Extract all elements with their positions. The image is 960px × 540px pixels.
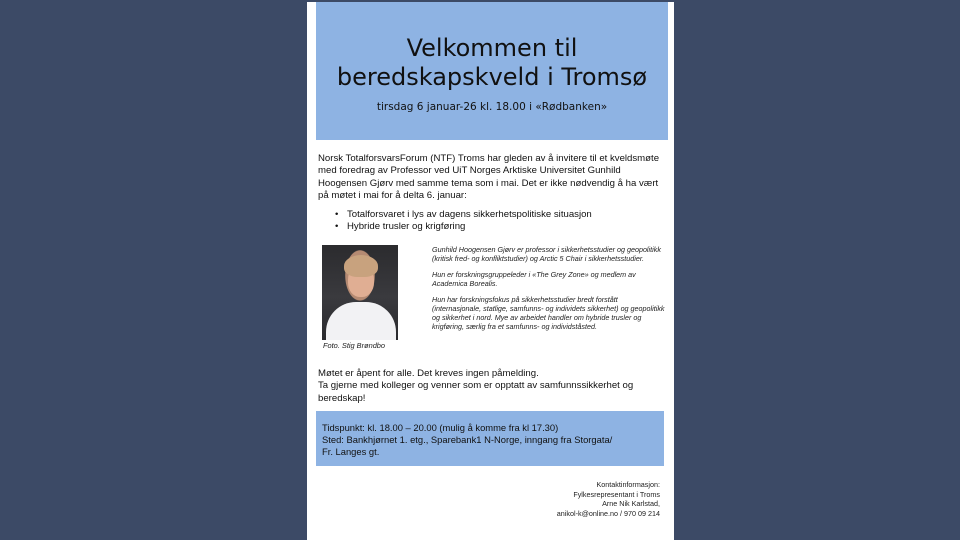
page-title: [316, 34, 668, 92]
invitation-page: [307, 2, 674, 540]
event-date-subtitle: tirsdag 6 januar-26 kl. 18.00 i «Rødbanken»: [376, 101, 608, 113]
intro-paragraph: Norsk TotalforsvarsForum (NTF) Troms har gleden av å invitere til et kveldsmøte med foredrag av Professor ved UiT Norges Arktiske Universitet Gunhild Hoogensen Gjørv med samme tema som i mai. Det er ikke nødvendig å ha vært på møtet i mai for å delta 6. januar:: [318, 153, 660, 202]
contact-role: Fylkesrepresentant i Troms: [573, 489, 660, 499]
open-invitation-text: [318, 368, 668, 405]
contact-details: anikol-k@online.no / 970 09 214: [556, 508, 660, 518]
open-line-1: Møtet er åpent for alle. Det kreves ingen påmelding.: [318, 368, 539, 379]
contact-name: Arne Nik Karlstad,: [602, 499, 660, 508]
photo-hair: [344, 255, 378, 277]
topic-item: • Totalforsvaret i lys av dagens sikkerhetspolitiske situasjon: [335, 209, 665, 221]
speaker-bio: [432, 245, 667, 338]
speaker-photo: [322, 245, 398, 340]
event-time: Tidspunkt: kl. 18.00 – 20.00 (mulig å komme fra kl 17.30): [322, 422, 559, 433]
topic-list: [335, 209, 665, 234]
event-place-line-1: Sted: Bankhjørnet 1. etg., Sparebank1 N-Norge, inngang fra Storgata/: [322, 434, 613, 446]
header-banner: [316, 2, 668, 140]
photo-caption: Foto. Stig Brøndbo: [323, 341, 386, 350]
bio-paragraph: Hun er forskningsgruppeleder i «The Grey Zone» og medlem av Academica Borealis.: [432, 269, 636, 289]
open-line-2: Ta gjerne med kolleger og venner som er opptatt av samfunnssikkerhet og beredskap!: [318, 380, 634, 404]
photo-shirt: [326, 302, 396, 340]
title-line-1: Velkommen til: [406, 34, 578, 62]
bio-paragraph: Hun har forskningsfokus på sikkerhetsstudier bredt forstått (internasjonale, statlige, samfunns- og individets sikkerhet) og geopolitikk og sikkerhet i nord. Mye av arbeidet handler om hybride trusler og krigføring, særlig fra et samfunns- og individståsted.: [432, 294, 665, 332]
contact-info: [460, 480, 660, 518]
contact-heading: Kontaktinformasjon:: [596, 480, 660, 489]
event-place-line-2: Fr. Langes gt.: [322, 446, 380, 458]
time-place-box: [316, 411, 664, 466]
topic-item: • Hybride trusler og krigføring: [335, 221, 665, 233]
title-line-2: beredskapskveld i Tromsø: [336, 63, 648, 91]
bio-paragraph: Gunhild Hoogensen Gjørv er professor i sikkerhetsstudier og geopolitikk (kritisk fred- og konfliktstudier) og Arctic 5 Chair i sikkerhetsstudier.: [432, 245, 661, 264]
